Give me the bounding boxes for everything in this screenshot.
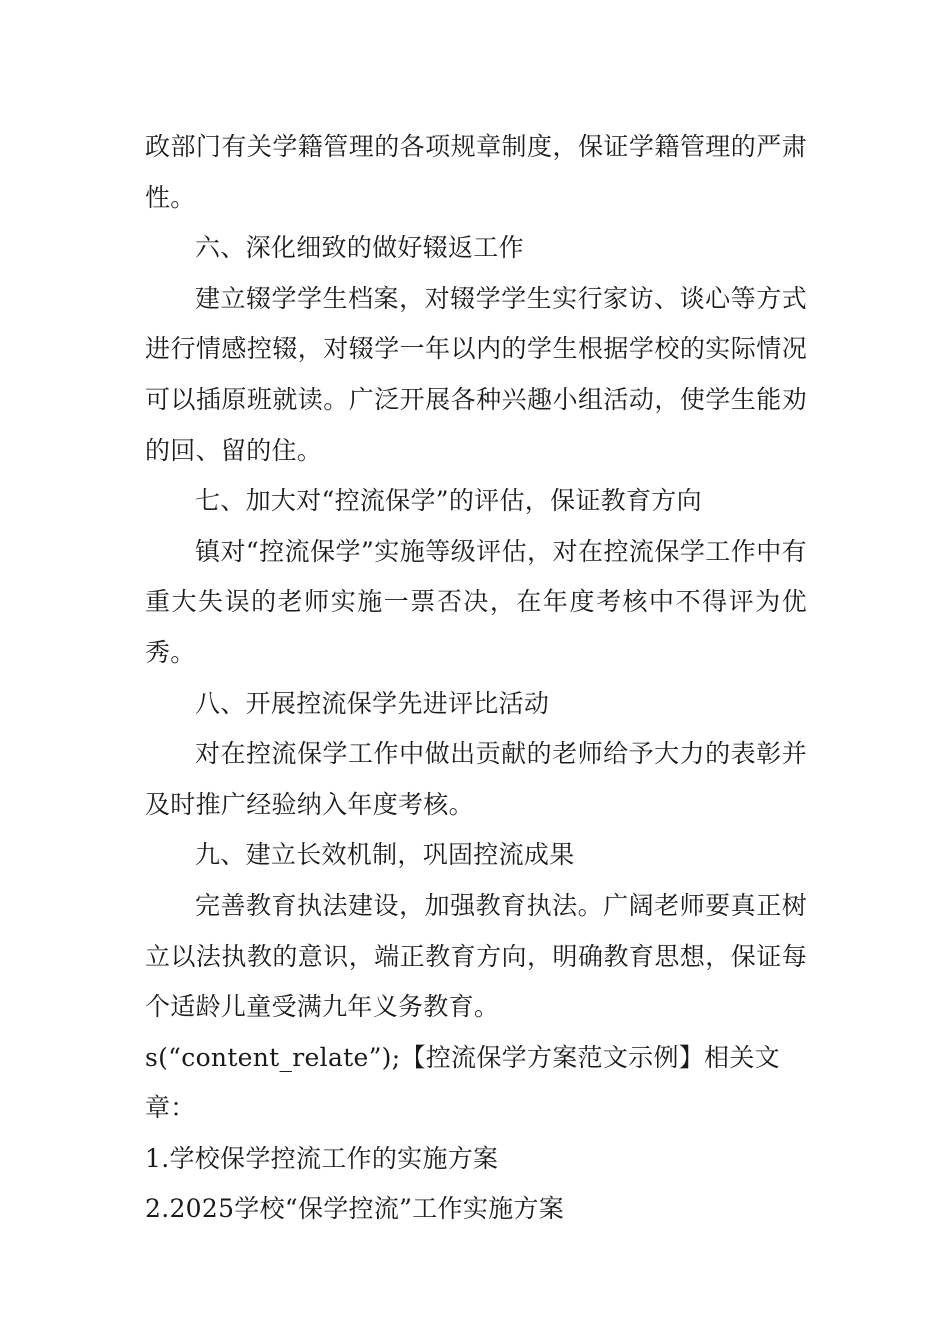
related-articles-list: [145, 1134, 807, 1235]
paragraph-long-term-mechanism: 完善教育执法建设，加强教育执法。广阔老师要真正树立以法执教的意识，端正教育方向，明确教育思想，保证每个适龄儿童受满九年义务教育。: [145, 890, 807, 1022]
related-article-item[interactable]: [145, 1134, 807, 1185]
paragraph-commendation: 对在控流保学工作中做出贡献的老师给予大力的表彰并及时推广经验纳入年度考核。: [145, 739, 807, 819]
section-heading-6: 六、深化细致的做好辍返工作: [195, 233, 524, 263]
paragraph-continued: 政部门有关学籍管理的各项规章制度，保证学籍管理的严肃性。: [145, 132, 807, 212]
related-article-item[interactable]: [145, 1184, 807, 1235]
section-heading-9: 九、建立长效机制，巩固控流成果: [195, 840, 575, 870]
paragraph-evaluation: 镇对“控流保学”实施等级评估，对在控流保学工作中有重大失误的老师实施一票否决，在年度考核中不得评为优秀。: [145, 536, 807, 667]
related-articles-intro: s(“content_relate”);【控流保学方案范文示例】相关文章：: [145, 1042, 780, 1123]
document-page: [145, 122, 807, 1235]
section-heading-7: 七、加大对“控流保学”的评估，保证教育方向: [195, 486, 702, 516]
related-article-link-1[interactable]: 1.学校保学控流工作的实施方案: [145, 1143, 499, 1173]
related-article-link-2[interactable]: 2.2025学校“保学控流”工作实施方案: [145, 1194, 565, 1224]
section-heading-8: 八、开展控流保学先进评比活动: [195, 688, 550, 718]
paragraph-dropout-records: 建立辍学学生档案，对辍学学生实行家访、谈心等方式进行情感控辍，对辍学一年以内的学生根据学校的实际情况可以插原班就读。广泛开展各种兴趣小组活动，使学生能劝的回、留的住。: [145, 283, 807, 465]
